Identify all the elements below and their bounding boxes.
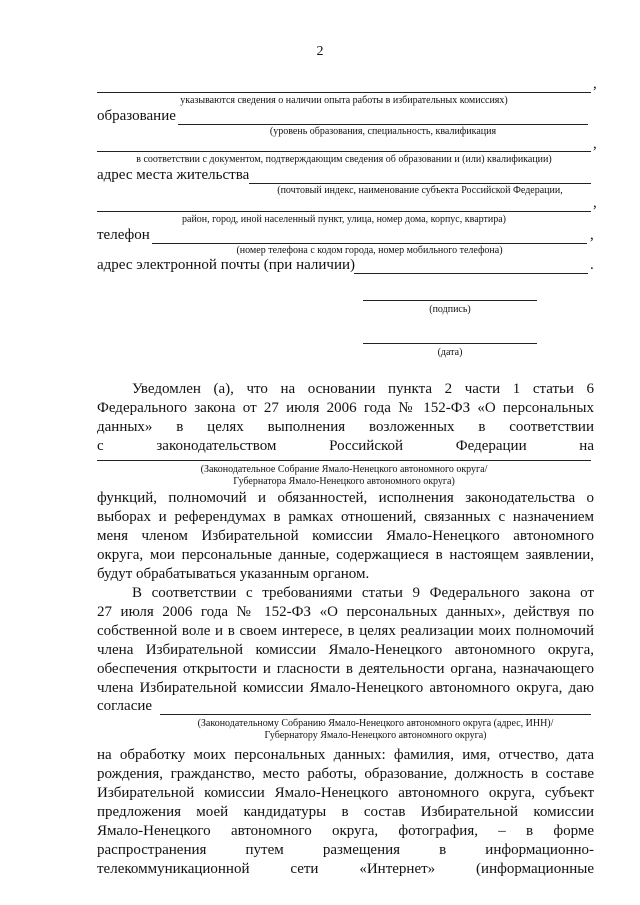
comma: ,	[593, 136, 597, 152]
consent-line: В соответствии с требованиями статьи 9 Федерального закона от	[132, 585, 594, 601]
notice-line: округа, мои персональные данные, содержащиеся в настоящем заявлении,	[97, 547, 594, 563]
organization-field-line[interactable]	[97, 460, 591, 461]
organization-caption-2: Губернатора Ямало-Ненецкого автономного округа)	[233, 476, 455, 487]
consent-line: рождения, гражданство, место работы, образование, должность в составе	[97, 766, 594, 782]
phone-label: телефон	[97, 227, 150, 243]
experience-caption: указываются сведения о наличии опыта работы в избирательных комиссиях)	[180, 95, 508, 106]
notice-line: данных» в целях выполнения возложенных в соответствии	[97, 419, 594, 435]
address-caption-1: (почтовый индекс, наименование субъекта Российской Федерации,	[277, 185, 563, 196]
phone-caption: (номер телефона с кодом города, номер мобильного телефона)	[236, 245, 503, 256]
notice-line: с законодательством Российской Федерации на	[97, 438, 594, 454]
consent-line: обеспечения открытости и гласности в деятельности органа, назначающего	[97, 661, 594, 677]
address-field-line[interactable]	[249, 183, 591, 184]
address-caption-2: район, город, иной населенный пункт, улица, номер дома, корпус, квартира)	[182, 214, 506, 225]
notice-line: Уведомлен (а), что на основании пункта 2 части 1 статьи 6	[132, 381, 594, 397]
education-doc-caption: в соответствии с документом, подтверждающим сведения об образовании и (или) квалификации)	[136, 154, 552, 165]
date-caption: (дата)	[437, 347, 463, 358]
consent-line: телекоммуникационной сети «Интернет» (информационные	[97, 861, 594, 877]
education-label: образование	[97, 108, 176, 124]
notice-line: функций, полномочий и обязанностей, исполнения законодательства о	[97, 490, 594, 506]
education-field-line-2[interactable]	[97, 151, 591, 152]
email-field-line[interactable]	[354, 273, 588, 274]
date-line[interactable]	[363, 343, 537, 344]
comma: ,	[590, 227, 594, 243]
notice-line: меня членом Избирательной комиссии Ямало-Ненецкого автономного	[97, 528, 594, 544]
education-caption: (уровень образования, специальность, квалификация	[269, 126, 497, 137]
consent-line: на обработку моих персональных данных: фамилия, имя, отчество, дата	[97, 747, 594, 763]
consent-word: согласие	[97, 698, 153, 714]
consent-line: Ямало-Ненецкого автономного округа, фотография, – в форме	[97, 823, 594, 839]
experience-field-line[interactable]	[97, 92, 591, 93]
page-number: 2	[316, 44, 324, 59]
consent-caption-2: Губернатору Ямало-Ненецкого автономного округа)	[264, 730, 487, 741]
consent-line: Избирательной комиссии Ямало-Ненецкого автономного округа, субъект	[97, 785, 594, 801]
education-field-line[interactable]	[178, 124, 588, 125]
consent-recipient-field-line[interactable]	[160, 714, 591, 715]
address-field-line-2[interactable]	[97, 211, 591, 212]
signature-caption: (подпись)	[429, 304, 471, 315]
consent-line: распространения путем размещения в информационно-	[97, 842, 594, 858]
consent-line: 27 июля 2006 года № 152-ФЗ «О персональных данных», действуя по	[97, 604, 594, 620]
notice-line: будут обрабатываться указанным органом.	[97, 566, 370, 582]
consent-line: члена Избирательной комиссии Ямало-Ненецкого автономного округа,	[97, 642, 594, 658]
comma: ,	[593, 76, 597, 92]
period: .	[590, 257, 594, 273]
email-label: адрес электронной почты (при наличии)	[97, 257, 355, 273]
phone-field-line[interactable]	[152, 243, 587, 244]
consent-line: собственной воле и в своем интересе, в целях реализации моих полномочий	[97, 623, 594, 639]
consent-line: предложения моей кандидатуры в состав Избирательной комиссии	[97, 804, 594, 820]
organization-caption-1: (Законодательное Собрание Ямало-Ненецкого автономного округа/	[200, 464, 488, 475]
signature-line[interactable]	[363, 300, 537, 301]
consent-line: члена Избирательной комиссии Ямало-Ненецкого автономного округа, даю	[97, 680, 594, 696]
comma: ,	[593, 195, 597, 211]
notice-line: выборах и референдумах в рамках отношений, связанных с назначением	[97, 509, 594, 525]
notice-line: Федерального закона от 27 июля 2006 года № 152-ФЗ «О персональных	[97, 400, 594, 416]
address-label: адрес места жительства	[97, 167, 250, 183]
consent-caption-1: (Законодательному Собранию Ямало-Ненецкого автономного округа (адрес, ИНН)/	[197, 718, 554, 729]
